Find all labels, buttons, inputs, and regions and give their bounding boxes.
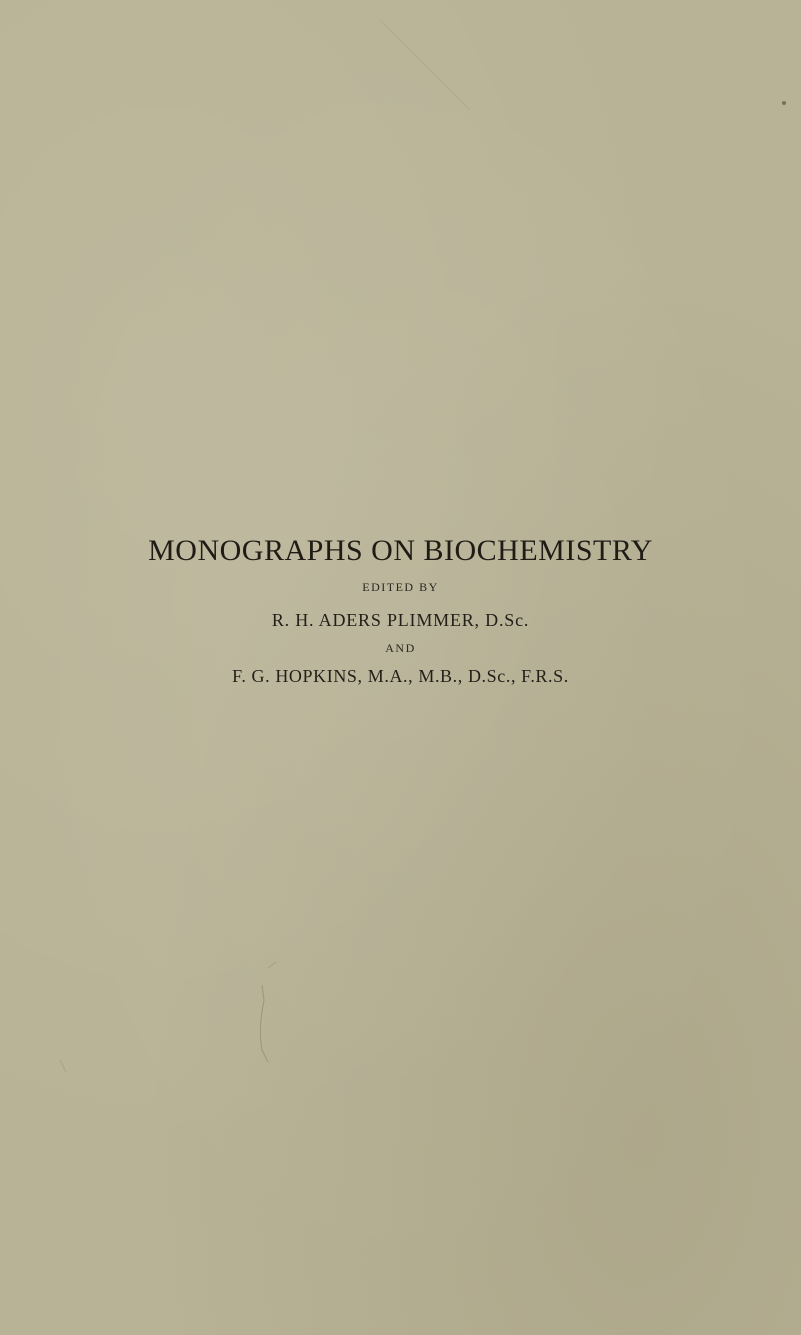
pencil-mark-small <box>268 962 276 968</box>
editor-name-hopkins: F. G. HOPKINS, M.A., M.B., D.Sc., F.R.S. <box>232 666 569 686</box>
conjunction-label: AND <box>385 641 416 655</box>
title-block <box>0 533 801 687</box>
series-title: MONOGRAPHS ON BIOCHEMISTRY <box>148 534 653 567</box>
crease-line <box>380 20 470 110</box>
pencil-mark-curve <box>260 985 268 1062</box>
editor-name-plimmer: R. H. ADERS PLIMMER, D.Sc. <box>271 610 530 630</box>
paper-speck <box>782 101 786 105</box>
edited-by-label: EDITED BY <box>362 580 439 594</box>
faint-line-left <box>60 1060 66 1072</box>
